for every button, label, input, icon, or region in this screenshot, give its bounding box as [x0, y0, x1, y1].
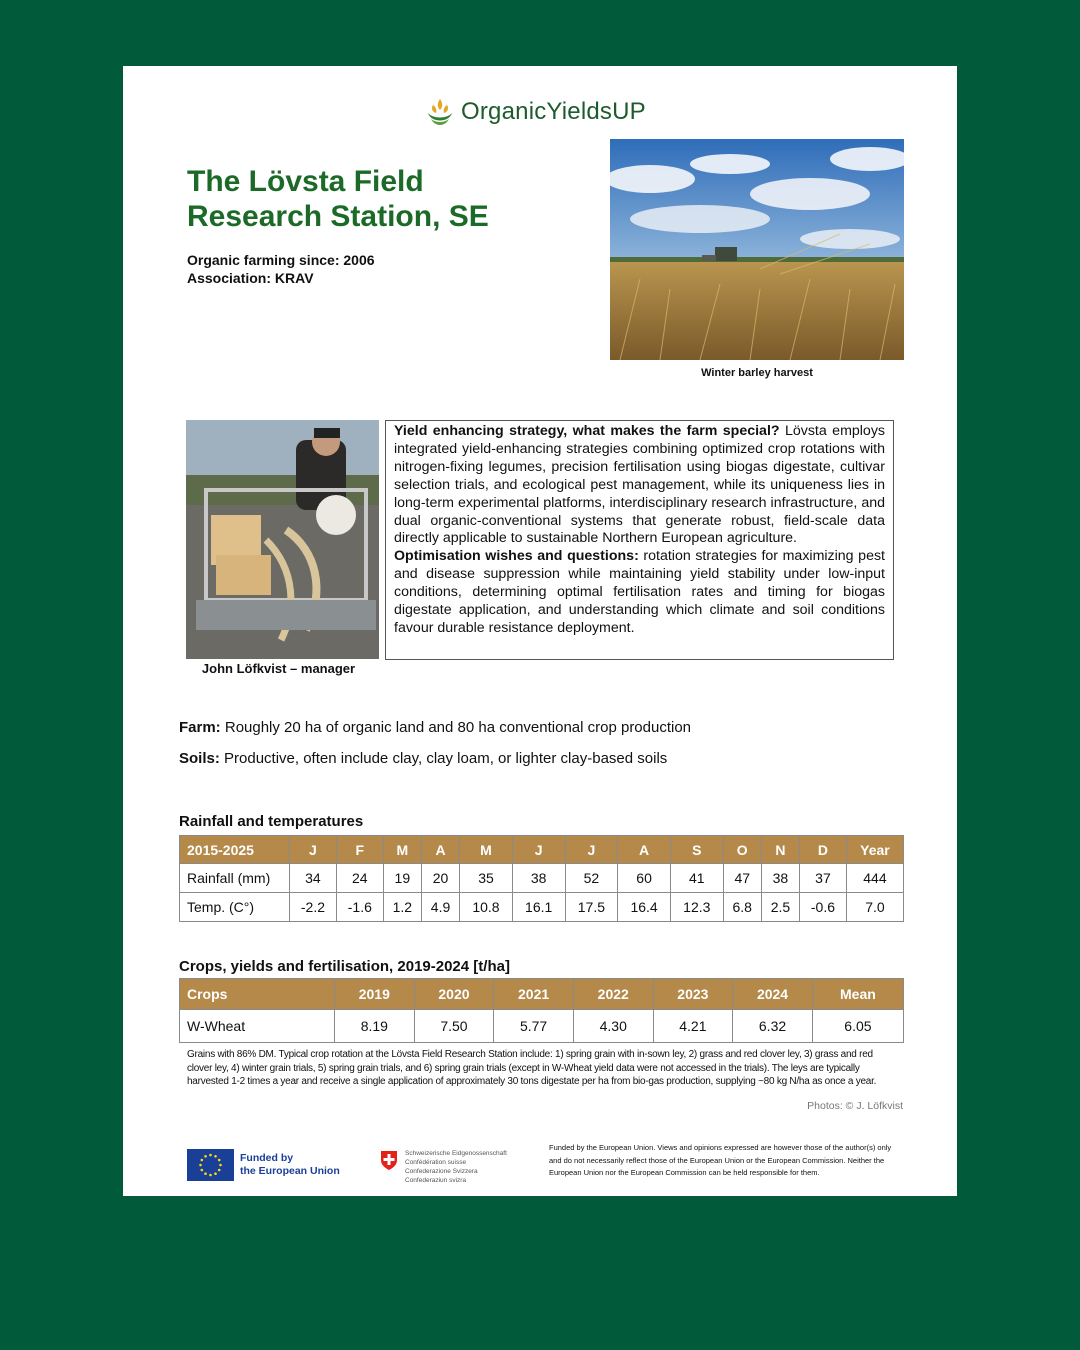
rainfall-header-cell: N: [761, 836, 799, 864]
eu-funding-text: [240, 1152, 340, 1178]
rainfall-header-cell: 2015-2025: [180, 836, 290, 864]
temperature-cell: 16.1: [512, 893, 565, 922]
strategy-textbox: [385, 420, 894, 660]
rainfall-table: [179, 835, 904, 922]
association: Association: KRAV: [187, 270, 314, 286]
eu-line-1: Funded by: [240, 1152, 294, 1164]
temperature-cell: 4.9: [421, 893, 459, 922]
temperature-cell: 6.8: [723, 893, 761, 922]
temperature-cell: 1.2: [383, 893, 421, 922]
organic-yields-up-logo: [425, 94, 646, 130]
crops-header-cell: 2021: [494, 979, 574, 1010]
swiss-line: Confédération suisse: [405, 1159, 467, 1166]
temperature-cell: -2.2: [290, 893, 337, 922]
crops-note: Grains with 86% DM. Typical crop rotation at the Lövsta Field Research Station include: 1) spring grain with in-sown ley, 2) grass and red clover ley, 3) grass and red clover ley, 4) winter grain trials, 5) spring grain trials, and 6) spring grain trials (except in W-Wheat yield data were not accessed in the trials). The leys are typically harvested 1-2 times a year and receive a single application of approximately 30 tons digestate per ha from bio-gas production, supplying ~80 kg N/ha as once a year.: [187, 1049, 877, 1087]
rainfall-header-cell: J: [565, 836, 618, 864]
crops-cell: 8.19: [335, 1010, 415, 1043]
rainfall-cell: 37: [800, 864, 847, 893]
temperature-cell: 10.8: [460, 893, 513, 922]
rainfall-header-cell: J: [290, 836, 337, 864]
rainfall-cell: 34: [290, 864, 337, 893]
logo-text: OrganicYieldsUP: [461, 98, 646, 125]
factsheet-page: [123, 66, 957, 1196]
harvest-caption: Winter barley harvest: [701, 367, 813, 379]
rainfall-cell: 20: [421, 864, 459, 893]
eu-flag-icon: [187, 1149, 234, 1181]
title-line-1: The Lövsta Field: [187, 165, 424, 198]
temperature-cell: 2.5: [761, 893, 799, 922]
eu-line-2: the European Union: [240, 1165, 340, 1177]
soils-label: Soils:: [179, 750, 220, 767]
temperature-cell: -1.6: [336, 893, 383, 922]
crops-cell: 7.50: [414, 1010, 494, 1043]
eu-funding-logo: [187, 1149, 340, 1181]
rainfall-cell: 19: [383, 864, 421, 893]
crops-header-cell: Mean: [812, 979, 903, 1010]
crops-cell: 6.32: [733, 1010, 813, 1043]
swiss-line: Confederaziun svizra: [405, 1177, 467, 1184]
rainfall-header-cell: F: [336, 836, 383, 864]
temperature-cell: 7.0: [846, 893, 903, 922]
rainfall-header-cell: S: [670, 836, 723, 864]
rainfall-cell: 38: [761, 864, 799, 893]
crops-cell: 4.30: [573, 1010, 653, 1043]
farm-fact: [179, 719, 691, 736]
crops-header-cell: 2019: [335, 979, 415, 1010]
rainfall-header-cell: J: [512, 836, 565, 864]
rainfall-cell: 52: [565, 864, 618, 893]
title-line-2: Research Station, SE: [187, 200, 489, 233]
crops-header-cell: 2024: [733, 979, 813, 1010]
temperature-row: [180, 893, 904, 922]
crops-header-cell: 2022: [573, 979, 653, 1010]
temperature-cell: 12.3: [670, 893, 723, 922]
swiss-line: Confederazione Svizzera: [405, 1168, 478, 1175]
crops-header-cell: Crops: [180, 979, 335, 1010]
rainfall-cell: 38: [512, 864, 565, 893]
temperature-cell: Temp. (C°): [180, 893, 290, 922]
rainfall-header-cell: A: [421, 836, 459, 864]
swiss-confederation-logo: [379, 1149, 507, 1185]
rainfall-cell: Rainfall (mm): [180, 864, 290, 893]
rainfall-row: [180, 864, 904, 893]
rainfall-cell: 60: [618, 864, 671, 893]
swiss-text: [405, 1149, 507, 1185]
manager-photo: [186, 420, 379, 659]
eu-disclaimer: Funded by the European Union. Views and opinions expressed are however those of the author(s) only and do not necessarily reflect those of the European Union or the European Commission. Neither the European Union nor the European Commission can be held responsible for them.: [549, 1143, 892, 1177]
strategy-heading: Yield enhancing strategy, what makes the farm special?: [394, 423, 780, 439]
crops-cell: 5.77: [494, 1010, 574, 1043]
rainfall-title: Rainfall and temperatures: [179, 813, 364, 830]
soils-fact: [179, 750, 667, 767]
temperature-cell: 17.5: [565, 893, 618, 922]
soils-value: Productive, often include clay, clay loam, or lighter clay-based soils: [219, 750, 668, 767]
crops-header-cell: 2020: [414, 979, 494, 1010]
crops-cell: 4.21: [653, 1010, 733, 1043]
crops-title: Crops, yields and fertilisation, 2019-2024 [t/ha]: [179, 958, 510, 975]
strategy-text: Lövsta employs integrated yield-enhancing strategies combining optimized crop rotations with nitrogen-fixing legumes, precision fertilisation using biogas digestate, cultivar selection trials, and ecological pest management, while its uniqueness lies in long-term experimental platforms, interdisciplinary research infrastructure, and dual organic-conventional systems that generate robust, field-scale data directly applicable to sustainable Northern European agriculture.: [394, 423, 886, 547]
rainfall-header-row: [180, 836, 904, 864]
rainfall-cell: 444: [846, 864, 903, 893]
rainfall-header-cell: D: [800, 836, 847, 864]
crops-cell: 6.05: [812, 1010, 903, 1043]
crops-row: [180, 1010, 904, 1043]
rainfall-cell: 47: [723, 864, 761, 893]
farm-meta: [187, 251, 375, 287]
crops-header-row: [180, 979, 904, 1010]
rainfall-header-cell: A: [618, 836, 671, 864]
rainfall-cell: 24: [336, 864, 383, 893]
rainfall-cell: 35: [460, 864, 513, 893]
crops-table: [179, 978, 904, 1043]
page-title: [187, 164, 567, 234]
organic-since: Organic farming since: 2006: [187, 252, 375, 268]
swiss-shield-icon: [379, 1149, 399, 1171]
rainfall-header-cell: M: [460, 836, 513, 864]
optimisation-heading: Optimisation wishes and questions:: [394, 548, 639, 565]
temperature-cell: 16.4: [618, 893, 671, 922]
rainfall-header-cell: M: [383, 836, 421, 864]
temperature-cell: -0.6: [800, 893, 847, 922]
crops-cell: W-Wheat: [180, 1010, 335, 1043]
optimisation-text: rotation strategies for maximizing pest and disease suppression while maintaining yield stability under low-input conditions, determining optimal fertilisation rates and timing for biogas digestate application, and understanding which climate and soil conditions favour durable resistance deployment.: [394, 548, 885, 636]
rainfall-header-cell: Year: [846, 836, 903, 864]
rainfall-cell: 41: [670, 864, 723, 893]
crops-header-cell: 2023: [653, 979, 733, 1010]
swiss-line: Schweizerische Eidgenossenschaft: [405, 1150, 507, 1157]
harvest-photo: [610, 139, 904, 360]
farm-value: Roughly 20 ha of organic land and 80 ha conventional crop production: [220, 719, 692, 736]
photo-credit: Photos: © J. Löfkvist: [807, 1100, 903, 1112]
farm-label: Farm:: [179, 719, 221, 736]
rainfall-header-cell: O: [723, 836, 761, 864]
manager-caption: John Löfkvist – manager: [201, 661, 356, 676]
wheat-logo-icon: [425, 95, 455, 129]
